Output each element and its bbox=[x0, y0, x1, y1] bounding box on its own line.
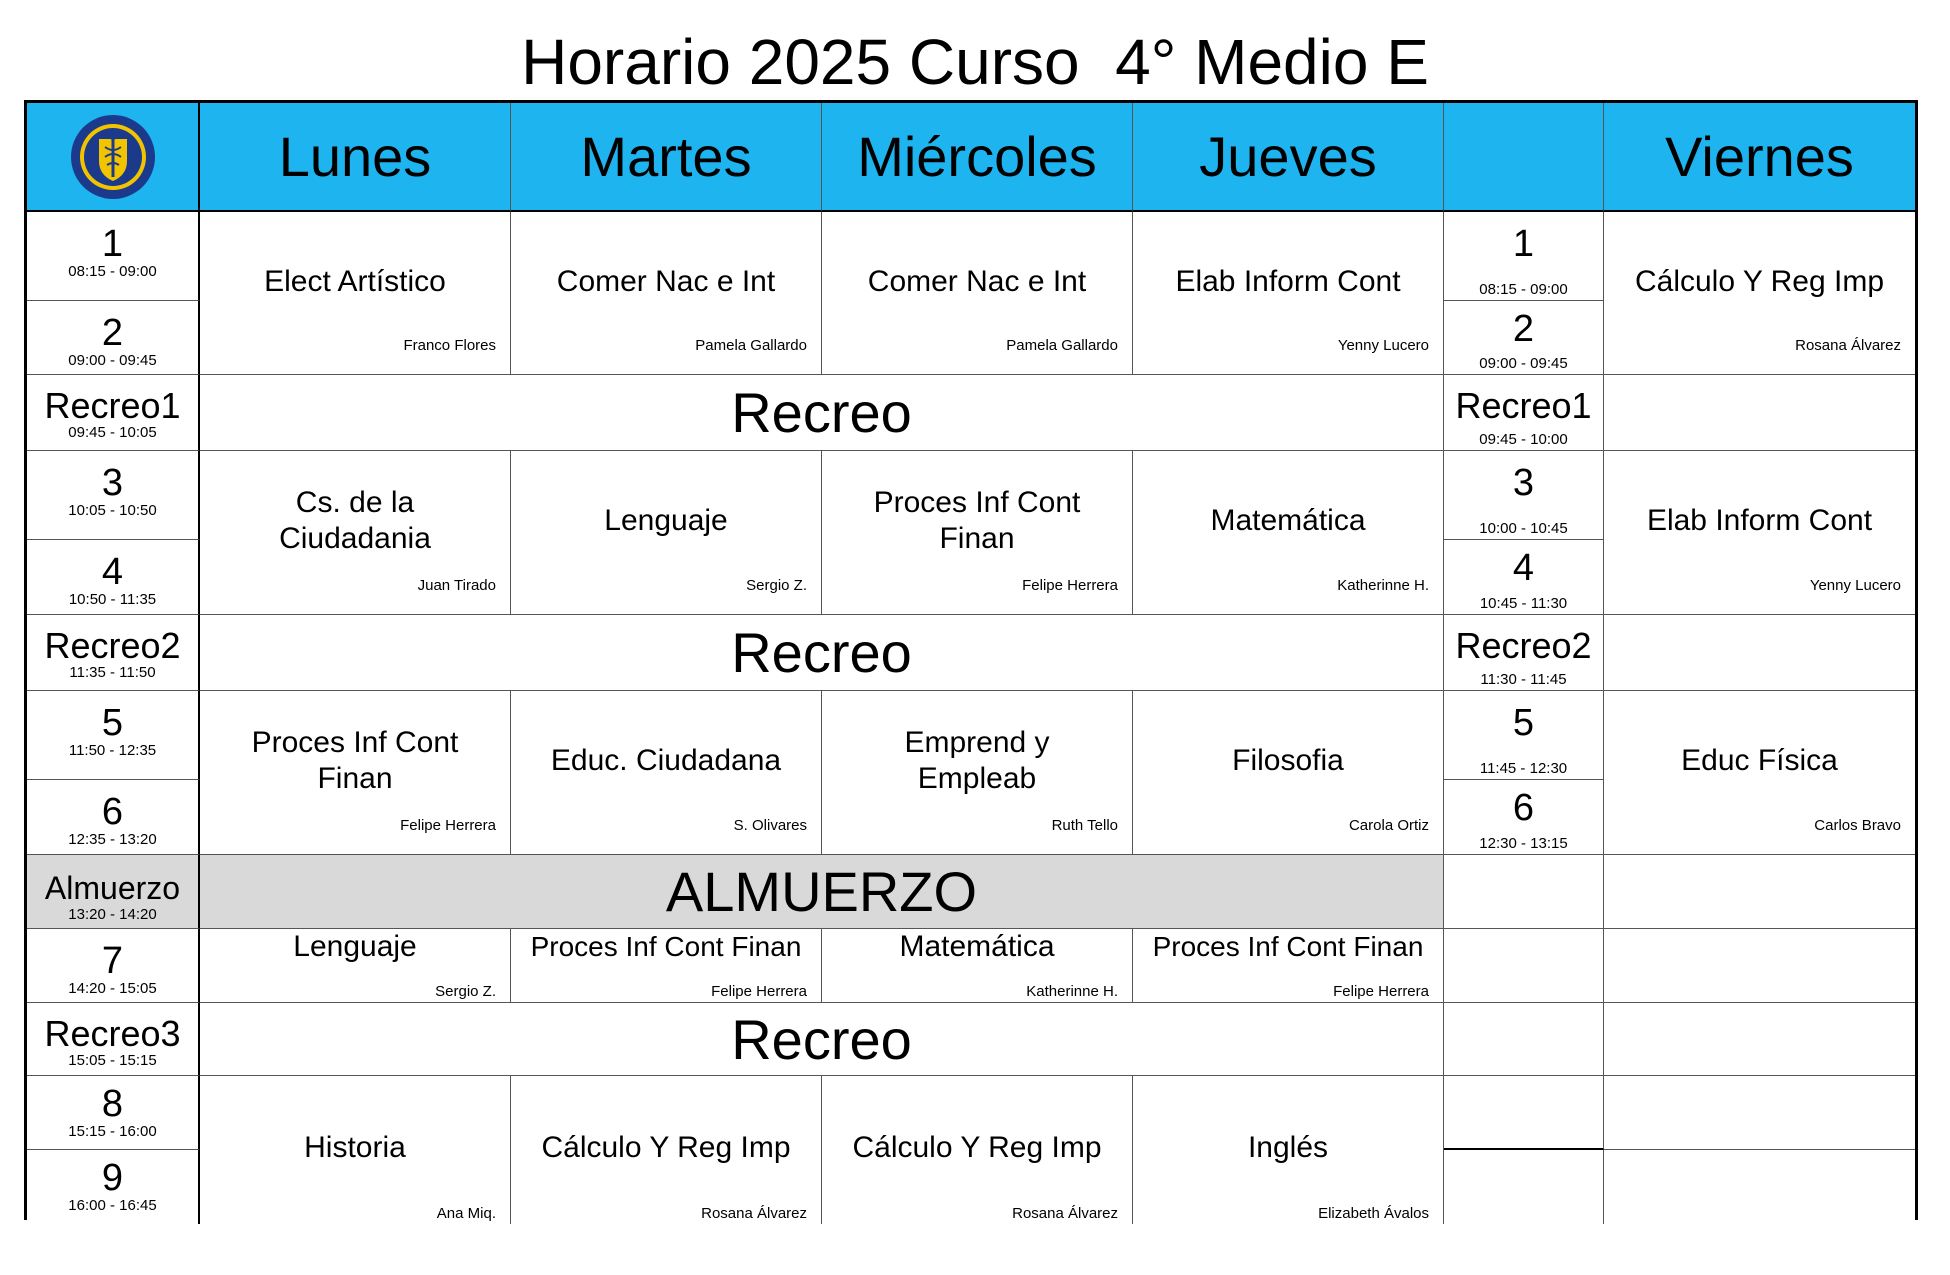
teacher: Rosana Álvarez bbox=[1795, 337, 1901, 354]
block-number: 4 bbox=[1512, 547, 1535, 589]
block-time-range: 16:00 - 16:45 bbox=[68, 1197, 157, 1214]
block-number: 6 bbox=[1512, 787, 1535, 829]
subject: Proces Inf Cont Finan bbox=[251, 726, 459, 795]
jueves-block-7 bbox=[1133, 929, 1444, 1003]
block-9-time bbox=[27, 1150, 200, 1224]
teacher: Felipe Herrera bbox=[711, 983, 807, 1000]
jueves-block-1-2 bbox=[1133, 212, 1444, 375]
teacher: Sergio Z. bbox=[435, 983, 496, 1000]
block-number: 7 bbox=[101, 940, 124, 982]
miercoles-block-7 bbox=[822, 929, 1133, 1003]
friday-block-6-time bbox=[1444, 780, 1604, 855]
friday-recreo2-time bbox=[1444, 615, 1604, 691]
friday-empty-cell bbox=[1444, 1076, 1604, 1150]
block-number: 9 bbox=[101, 1157, 124, 1199]
friday-empty-cell bbox=[1444, 1003, 1604, 1076]
lunes-block-7 bbox=[200, 929, 511, 1003]
block-time-range: 10:05 - 10:50 bbox=[68, 502, 157, 519]
subject: Educ Física bbox=[1681, 744, 1838, 777]
block-time-range: 11:50 - 12:35 bbox=[68, 742, 157, 759]
block-time-range: 12:35 - 13:20 bbox=[68, 831, 157, 848]
block-3-time bbox=[27, 451, 200, 540]
viernes-block-5-6 bbox=[1604, 691, 1915, 855]
block-time-range: 13:20 - 14:20 bbox=[68, 906, 157, 923]
teacher: Katherinne H. bbox=[1337, 577, 1429, 594]
block-6-time bbox=[27, 780, 200, 855]
block-time-range: 08:15 - 09:00 bbox=[68, 263, 157, 280]
subject: Cálculo Y Reg Imp bbox=[541, 1131, 791, 1164]
subject: Proces Inf Cont Finan bbox=[530, 931, 802, 962]
block-number: 2 bbox=[101, 312, 124, 354]
teacher: Ruth Tello bbox=[1051, 817, 1118, 834]
subject: Lenguaje bbox=[604, 504, 728, 537]
school-crest-icon bbox=[69, 113, 157, 201]
recreo1-time bbox=[27, 375, 200, 451]
block-2-time bbox=[27, 301, 200, 375]
subject: Educ. Ciudadana bbox=[550, 744, 782, 777]
day-header-miercoles: Miércoles bbox=[822, 103, 1133, 212]
teacher: Juan Tirado bbox=[417, 577, 496, 594]
subject: Elab Inform Cont bbox=[1175, 265, 1401, 298]
subject: Matemática bbox=[899, 930, 1055, 963]
subject: Cálculo Y Reg Imp bbox=[852, 1131, 1102, 1164]
block-time-range: 11:45 - 12:30 bbox=[1479, 760, 1568, 777]
recreo-2-band: Recreo bbox=[200, 615, 1444, 691]
block-time-range: 08:15 - 09:00 bbox=[1479, 281, 1568, 298]
subject: Proces Inf Cont Finan bbox=[1152, 931, 1424, 962]
miercoles-block-5-6 bbox=[822, 691, 1133, 855]
page-title: Horario 2025 Curso 4° Medio E bbox=[521, 26, 1429, 98]
friday-recreo1-time bbox=[1444, 375, 1604, 451]
block-time-range: 12:30 - 13:15 bbox=[1479, 835, 1568, 852]
block-time-range: 10:00 - 10:45 bbox=[1479, 520, 1568, 537]
subject: Elab Inform Cont bbox=[1646, 504, 1873, 537]
break-label: Recreo1 bbox=[44, 385, 181, 426]
friday-block-4-time bbox=[1444, 540, 1604, 615]
break-label: Almuerzo bbox=[44, 870, 181, 906]
subject: Elect Artístico bbox=[264, 265, 446, 298]
block-5-time bbox=[27, 691, 200, 780]
friday-empty-cell bbox=[1444, 1150, 1604, 1224]
block-number: 4 bbox=[101, 551, 124, 593]
block-number: 8 bbox=[101, 1083, 124, 1125]
teacher: Carola Ortiz bbox=[1348, 817, 1429, 834]
day-header-lunes: Lunes bbox=[200, 103, 511, 212]
subject: Inglés bbox=[1247, 1131, 1329, 1164]
teacher: Pamela Gallardo bbox=[1006, 337, 1118, 354]
miercoles-block-8-9 bbox=[822, 1076, 1133, 1224]
recreo-3-band: Recreo bbox=[200, 1003, 1444, 1076]
martes-block-5-6 bbox=[511, 691, 822, 855]
block-number: 1 bbox=[101, 223, 124, 265]
subject: Comer Nac e Int bbox=[867, 265, 1087, 298]
lunes-block-8-9 bbox=[200, 1076, 511, 1224]
schedule-table bbox=[24, 100, 1918, 1220]
lunes-block-5-6 bbox=[200, 691, 511, 855]
subject: Lenguaje bbox=[293, 930, 417, 963]
viernes-block-3-4 bbox=[1604, 451, 1915, 615]
break-label: Recreo2 bbox=[1455, 625, 1592, 666]
subject: Proces Inf Cont Finan bbox=[873, 486, 1081, 555]
block-time-range: 10:50 - 11:35 bbox=[68, 591, 157, 608]
jueves-block-8-9 bbox=[1133, 1076, 1444, 1224]
block-time-range: 14:20 - 15:05 bbox=[68, 980, 157, 997]
block-time-range: 15:15 - 16:00 bbox=[68, 1123, 157, 1140]
friday-block-1-time bbox=[1444, 212, 1604, 301]
jueves-block-5-6 bbox=[1133, 691, 1444, 855]
lunes-block-1-2 bbox=[200, 212, 511, 375]
viernes-empty-cell bbox=[1604, 615, 1915, 691]
block-7-time bbox=[27, 929, 200, 1003]
block-4-time bbox=[27, 540, 200, 615]
teacher: Felipe Herrera bbox=[400, 817, 496, 834]
almuerzo-time bbox=[27, 855, 200, 929]
subject: Emprend y Empleab bbox=[904, 726, 1050, 795]
teacher: Franco Flores bbox=[403, 337, 496, 354]
block-time-range: 11:35 - 11:50 bbox=[69, 664, 156, 681]
school-logo bbox=[27, 103, 200, 212]
teacher: Pamela Gallardo bbox=[695, 337, 807, 354]
day-header-viernes: Viernes bbox=[1604, 103, 1915, 212]
friday-block-5-time bbox=[1444, 691, 1604, 780]
friday-empty-cell bbox=[1444, 855, 1604, 929]
block-number: 5 bbox=[1512, 702, 1535, 744]
teacher: Yenny Lucero bbox=[1337, 337, 1429, 354]
block-time-range: 09:00 - 09:45 bbox=[1479, 355, 1568, 372]
subject: Matemática bbox=[1210, 504, 1366, 537]
break-label: Recreo3 bbox=[44, 1013, 181, 1054]
recreo3-time bbox=[27, 1003, 200, 1076]
subject: Cálculo Y Reg Imp bbox=[1634, 265, 1885, 298]
recreo2-time bbox=[27, 615, 200, 691]
teacher: Ana Miq. bbox=[436, 1205, 496, 1222]
viernes-empty-cell bbox=[1604, 929, 1915, 1003]
block-time-range: 09:00 - 09:45 bbox=[68, 352, 157, 369]
block-number: 2 bbox=[1512, 308, 1535, 350]
miercoles-block-3-4 bbox=[822, 451, 1133, 615]
friday-empty-cell bbox=[1444, 929, 1604, 1003]
subject: Cs. de la Ciudadania bbox=[279, 486, 431, 555]
viernes-empty-cell bbox=[1604, 1150, 1915, 1224]
teacher: Felipe Herrera bbox=[1333, 983, 1429, 1000]
teacher: Elizabeth Ávalos bbox=[1318, 1205, 1429, 1222]
martes-block-7 bbox=[511, 929, 822, 1003]
subject: Historia bbox=[304, 1131, 406, 1164]
subject: Comer Nac e Int bbox=[556, 265, 776, 298]
recreo-1-band: Recreo bbox=[200, 375, 1444, 451]
teacher: S. Olivares bbox=[733, 817, 807, 834]
teacher: Rosana Álvarez bbox=[1012, 1205, 1118, 1222]
viernes-empty-cell bbox=[1604, 1076, 1915, 1150]
block-time-range: 09:45 - 10:00 bbox=[1479, 431, 1568, 448]
block-8-time bbox=[27, 1076, 200, 1150]
viernes-empty-cell bbox=[1604, 855, 1915, 929]
viernes-empty-cell bbox=[1604, 1003, 1915, 1076]
martes-block-3-4 bbox=[511, 451, 822, 615]
break-label: Recreo1 bbox=[1455, 385, 1592, 426]
friday-time-header bbox=[1444, 103, 1604, 212]
teacher: Rosana Álvarez bbox=[701, 1205, 807, 1222]
martes-block-8-9 bbox=[511, 1076, 822, 1224]
block-number: 5 bbox=[101, 702, 124, 744]
lunes-block-3-4 bbox=[200, 451, 511, 615]
block-time-range: 10:45 - 11:30 bbox=[1479, 595, 1568, 612]
almuerzo-band: ALMUERZO bbox=[200, 855, 1444, 929]
day-header-martes: Martes bbox=[511, 103, 822, 212]
block-time-range: 15:05 - 15:15 bbox=[68, 1052, 157, 1069]
break-label: Recreo2 bbox=[44, 625, 181, 666]
friday-block-3-time bbox=[1444, 451, 1604, 540]
block-1-time bbox=[27, 212, 200, 301]
day-header-jueves: Jueves bbox=[1133, 103, 1444, 212]
teacher: Yenny Lucero bbox=[1809, 577, 1901, 594]
block-number: 6 bbox=[101, 791, 124, 833]
martes-block-1-2 bbox=[511, 212, 822, 375]
teacher: Carlos Bravo bbox=[1814, 817, 1901, 834]
teacher: Katherinne H. bbox=[1026, 983, 1118, 1000]
viernes-block-1-2 bbox=[1604, 212, 1915, 375]
teacher: Sergio Z. bbox=[746, 577, 807, 594]
block-number: 1 bbox=[1512, 223, 1535, 265]
jueves-block-3-4 bbox=[1133, 451, 1444, 615]
teacher: Felipe Herrera bbox=[1022, 577, 1118, 594]
block-number: 3 bbox=[101, 462, 124, 504]
block-number: 3 bbox=[1512, 462, 1535, 504]
subject: Filosofia bbox=[1232, 744, 1344, 777]
block-time-range: 11:30 - 11:45 bbox=[1480, 671, 1567, 688]
miercoles-block-1-2 bbox=[822, 212, 1133, 375]
viernes-empty-cell bbox=[1604, 375, 1915, 451]
friday-block-2-time bbox=[1444, 301, 1604, 375]
block-time-range: 09:45 - 10:05 bbox=[68, 424, 157, 441]
